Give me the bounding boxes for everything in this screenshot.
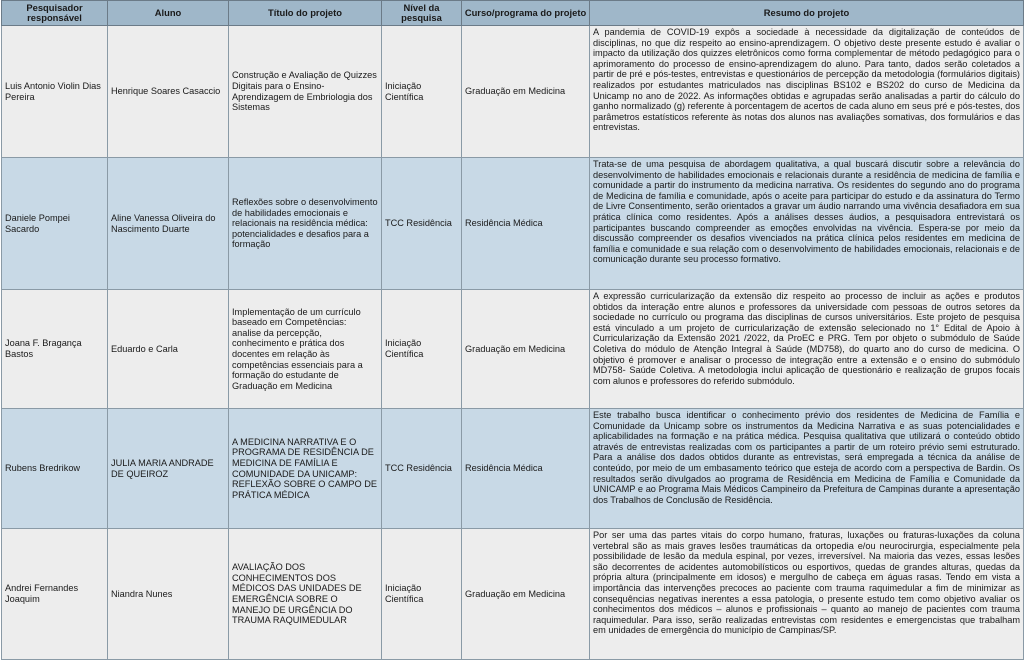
student-cell: Eduardo e Carla [108, 290, 229, 409]
header-student: Aluno [108, 1, 229, 26]
level-cell: TCC Residência [382, 158, 462, 290]
title-cell: Reflexões sobre o desenvolvimento de habilidades emocionais e relacionais na residência médica: potencialidades e desafios para a formação [229, 158, 382, 290]
level-cell: Iniciação Científica [382, 290, 462, 409]
projects-table [1, 0, 1024, 660]
header-level: Nível da pesquisa [382, 1, 462, 26]
researcher-cell: Rubens Bredrikow [2, 409, 108, 529]
program-cell: Residência Médica [462, 158, 590, 290]
table-row [2, 529, 1024, 660]
summary-cell: Por ser uma das partes vitais do corpo humano, fraturas, luxações ou fraturas-luxações da coluna vertebral são as mais graves lesões traumáticas da ortopedia e/ou neurocirurgia, especialmente pela possibilidade de lesão da medula espinal, por vezes, irreversível. Na maioria das vezes, essas lesões são decorrentes de acidentes automobilísticos ou esportivos, quedas de grandes alturas, quedas da própria altura (principalmente em idosos) e mergulho de cabeça em águas rasas. Tendo em vista a importância das intervenções precoces ao paciente com trauma raquimedular a fim de minimizar as consequências negativas inerentes a essa patologia, o presente estudo tem como objetivo avaliar os conhecimentos dos médicos – alunos e profissionais – quanto ao manejo de pacientes com trauma raquimedular. Para isso, serão realizadas entrevistas com residentes e emergencistas que trabalham em unidades de emergência do município de Campinas/SP. [590, 529, 1024, 660]
table-row [2, 26, 1024, 158]
student-cell: JULIA MARIA ANDRADE DE QUEIROZ [108, 409, 229, 529]
summary-cell: A pandemia de COVID-19 expôs a sociedade à necessidade da digitalização de conteúdos de disciplinas, no que diz respeito ao ensino-aprendizagem. O objetivo deste presente estudo é avaliar o impacto da utilização dos quizzes eletrônicos como forma complementar de método pedagógico para o aprimoramento do processo de ensino-aprendizagem do aluno. Para tanto, dados serão coletados a partir de pré e pós-testes, entrevistas e questionários de percepção da metodologia (formulários digitais) realizados por estudantes matriculados nas disciplinas BS102 e BS202 do curso de Medicina da Unicamp no ano de 2022. As informações obtidas e agrupadas serão analisadas a partir do cálculo do ganho normalizado (g) referente à porcentagem de acertos de cada aluno em seus pré e pós-testes, dos parâmetros estatísticos referente às notas dos alunos nas avaliações somativas, dos formulários e das entrevistas. [590, 26, 1024, 158]
researcher-cell: Andrei Fernandes Joaquim [2, 529, 108, 660]
student-cell: Aline Vanessa Oliveira do Nascimento Duarte [108, 158, 229, 290]
table-row [2, 158, 1024, 290]
summary-cell: Este trabalho busca identificar o conhecimento prévio dos residentes de Medicina de Família e Comunidade da Unicamp sobre os instrumentos da Medicina Narrativa e as suas potencialidades e aplicabilidades na formação e na prática médica. Pesquisa qualitativa que utilizará o conteúdo obtido através de entrevistas realizadas com os participantes a partir de um roteiro prévio semi estruturado. Para a análise dos dados obtidos durante as entrevistas, será empregada a técnica da análise de conteúdo, por meio de um embasamento teórico que esteja de acordo com a perspectiva de Bardin. Os resultados serão divulgados ao programa de Residência em Medicina de Família e Comunidade da UNICAMP e ao Programa Mais Médicos Campineiro da Prefeitura de Campinas durante a apresentação dos Trabalhos de Conclusão de Residência. [590, 409, 1024, 529]
program-cell: Residência Médica [462, 409, 590, 529]
level-cell: Iniciação Científica [382, 529, 462, 660]
table-row [2, 409, 1024, 529]
header-summary: Resumo do projeto [590, 1, 1024, 26]
title-cell: A MEDICINA NARRATIVA E O PROGRAMA DE RESIDÊNCIA DE MEDICINA DE FAMÍLIA E COMUNIDADE DA UNICAMP: REFLEXÃO SOBRE O CAMPO DE PRÁTICA MÉDICA [229, 409, 382, 529]
title-cell: Construção e Avaliação de Quizzes Digitais para o Ensino-Aprendizagem de Embriologia dos Sistemas [229, 26, 382, 158]
table-header-row [2, 1, 1024, 26]
program-cell: Graduação em Medicina [462, 290, 590, 409]
header-researcher: Pesquisador responsável [2, 1, 108, 26]
title-cell: Implementação de um currículo baseado em Competências: analise da percepção, conhecimento e prática dos docentes em relação às competências essenciais para a formação do estudante de Graduação em Medicina [229, 290, 382, 409]
summary-cell: A expressão curricularização da extensão diz respeito ao processo de incluir as ações e produtos obtidos da interação entre alunos e professores da universidade com pessoas de outros setores da sociedade no currículo ou programa das disciplinas de cursos universitários. Este projeto de pesquisa está vinculado a um projeto de curricularização de extensão selecionado no 1° Edital de Apoio à Curricularização da Extensão 2021 /2022, da ProEC e PRG. Tem por objeto o submódulo de Saúde Coletiva do módulo de Atenção Integral à Saúde (MD758), do quarto ano do curso de medicina. O objetivo é promover e analisar o processo de integração entre a extensão e o ensino do submódulo MD758- Saúde Coletiva. A metodologia inclui aplicação de questionário e realização de grupos focais com alunos e professores do referido submódulo. [590, 290, 1024, 409]
student-cell: Henrique Soares Casaccio [108, 26, 229, 158]
researcher-cell: Joana F. Bragança Bastos [2, 290, 108, 409]
level-cell: TCC Residência [382, 409, 462, 529]
summary-cell: Trata-se de uma pesquisa de abordagem qualitativa, a qual buscará discutir sobre a relevância do desenvolvimento de habilidades emocionais e relacionais durante a residência de medicina de família e comunidade a partir do instrumento da medicina narrativa. Os residentes do segundo ano do programa de Medicina de família e comunidade, após o aceite para participar do estudo e da assinatura do Termo de Livre Consentimento, serão orientados a gravar um áudio narrando uma vivência desafiadora em sua prática clínica como residentes. Após a análises desses áudios, a pesquisadora entrevistará os participantes buscando compreender as emoções envolvidas na vivência. Espera-se por meio da discussão compreender os desafios vivenciados na prática clínica pelos residentes em medicina de família e comunidade e sua relação com o desenvolvimento de habilidades emocionais, relacionais e de comunicação durante seu processo formativo. [590, 158, 1024, 290]
student-cell: Niandra Nunes [108, 529, 229, 660]
researcher-cell: Daniele Pompei Sacardo [2, 158, 108, 290]
program-cell: Graduação em Medicina [462, 529, 590, 660]
table-row [2, 290, 1024, 409]
header-title: Título do projeto [229, 1, 382, 26]
header-program: Curso/programa do projeto [462, 1, 590, 26]
researcher-cell: Luis Antonio Violin Dias Pereira [2, 26, 108, 158]
program-cell: Graduação em Medicina [462, 26, 590, 158]
level-cell: Iniciação Científica [382, 26, 462, 158]
title-cell: AVALIAÇÃO DOS CONHECIMENTOS DOS MÉDICOS DAS UNIDADES DE EMERGÊNCIA SOBRE O MANEJO DE URGÊNCIA DO TRAUMA RAQUIMEDULAR [229, 529, 382, 660]
